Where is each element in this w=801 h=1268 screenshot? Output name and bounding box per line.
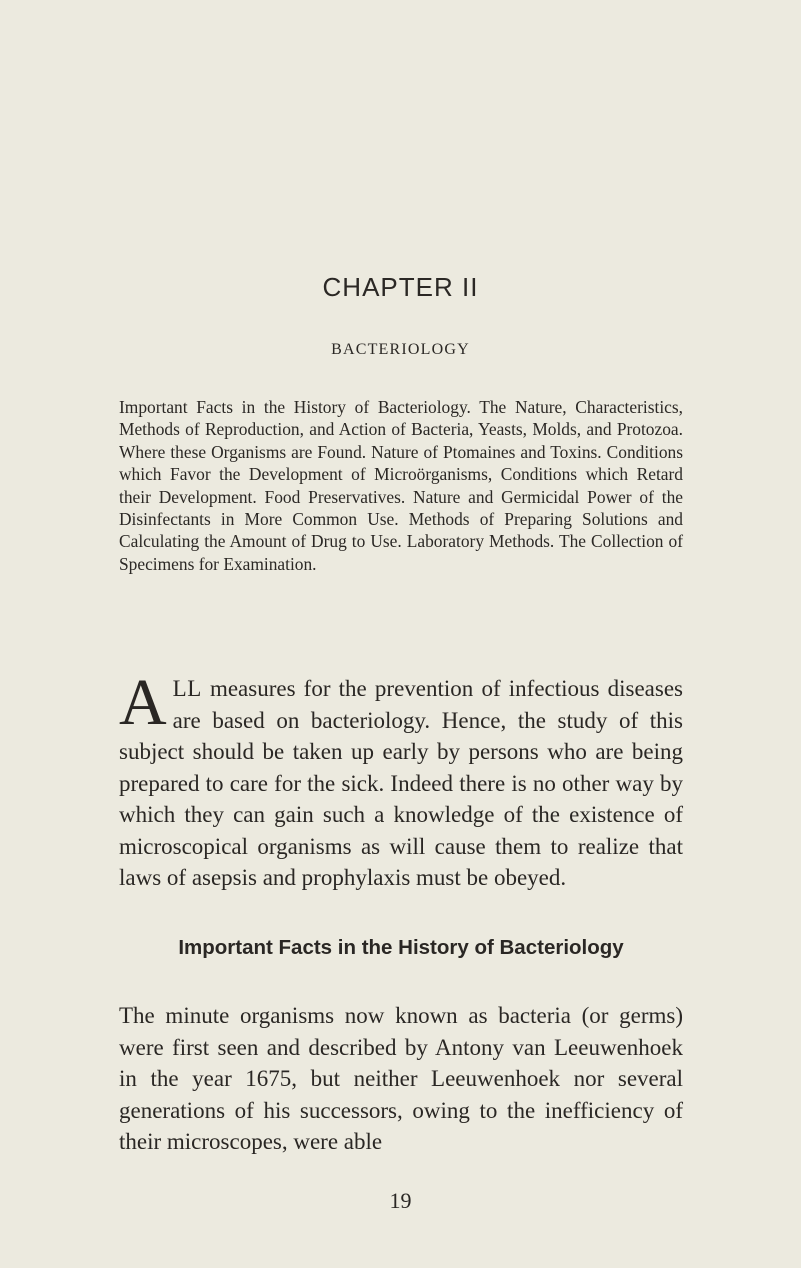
section-paragraph: The minute organisms now known as bacteria (or germs) were first seen and described by Antony van Leeuwenhoek in the year 1675, but neither Leeuwenhoek nor several generations of his successors, owing to the inefficiency of their microscopes, were able — [119, 1003, 683, 1154]
drop-cap: A — [119, 666, 167, 739]
intro-text: measures for the prevention of infectious diseases are based on bacteriology. Hence, the study of this subject should be taken up early by persons who are being prepared to care for the sick. Indeed there is no other way by which they can gain such a knowledge of the existence of microscopical organisms as will cause them to realize that laws of asepsis and prophylaxis must be obeyed. — [119, 676, 683, 890]
page-number: 19 — [389, 1188, 412, 1213]
chapter-subject: BACTERIOLOGY — [331, 341, 470, 358]
intro-lead: LL — [172, 676, 202, 701]
intro-paragraph — [119, 666, 683, 894]
section-heading: Important Facts in the History of Bacteriology — [178, 936, 624, 959]
chapter-heading: CHAPTER II — [322, 272, 479, 302]
chapter-synopsis: Important Facts in the History of Bacteriology. The Nature, Characteristics, Methods of Reproduction, and Action of Bacteria, Yeasts, Molds, and Protozoa. Where these Organisms are Found. Nature of Ptomaines and Toxins. Conditions which Favor the Development of Microörganisms, Conditions which Retard their Development. Food Preservatives. Nature and Germicidal Power of the Disinfectants in More Common Use. Methods of Preparing Solutions and Calculating the Amount of Drug to Use. Laboratory Methods. The Collection of Specimens for Examination. — [119, 397, 683, 574]
